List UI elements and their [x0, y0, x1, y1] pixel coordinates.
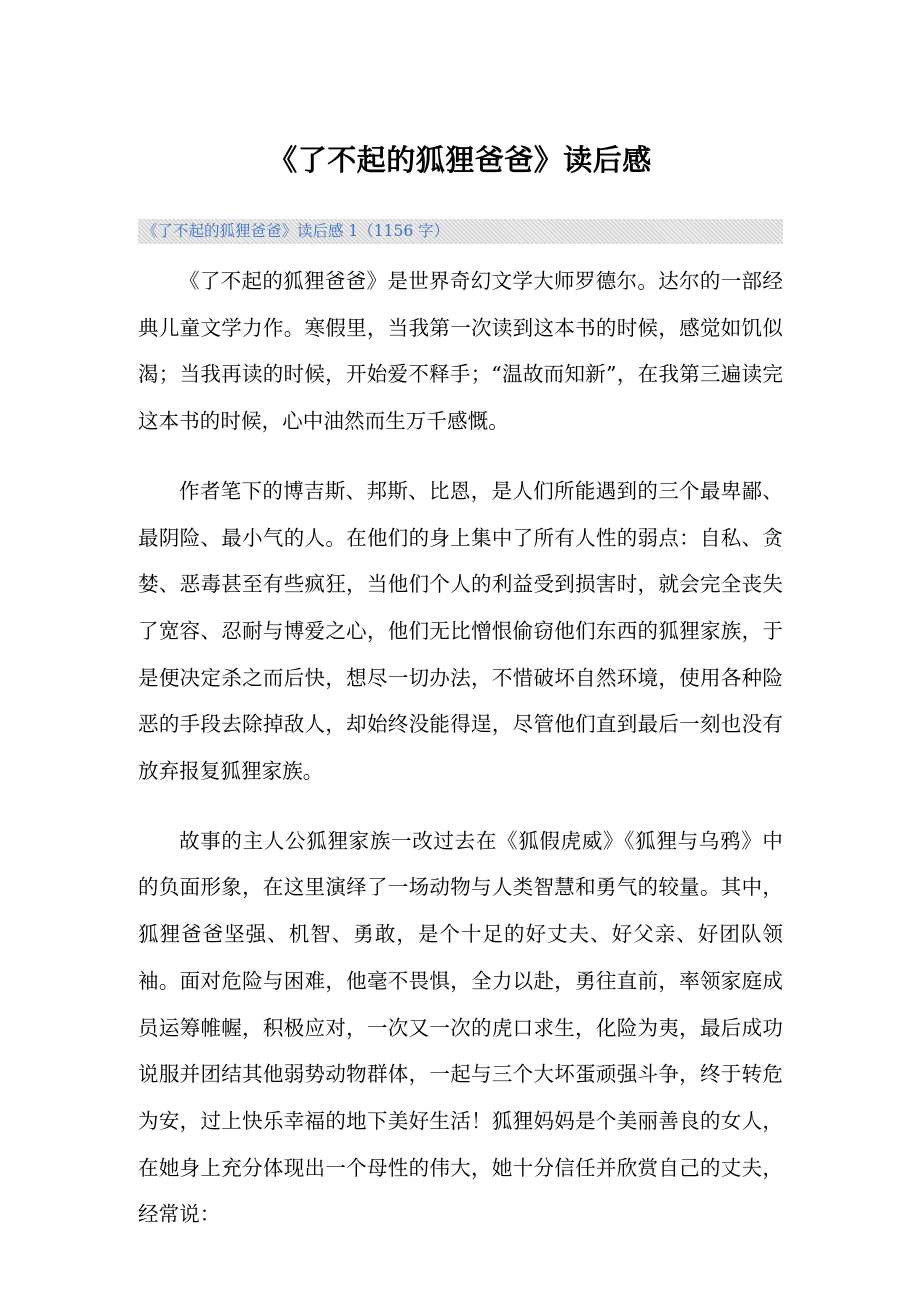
- paragraph-3: 故事的主人公狐狸家族一改过去在《狐假虎威》《狐狸与乌鸦》中的负面形象，在这里演绎了一场动物与人类智慧和勇气的较量。其中，狐狸爸爸坚强、机智、勇敢，是个十足的好丈夫、好父亲、好团队领袖。面对危险与困难，他毫不畏惧，全力以赴，勇往直前，率领家庭成员运筹帷幄，积极应对，一次又一次的虎口求生，化险为夷，最后成功说服并团结其他弱势动物群体，一起与三个大坏蛋顽强斗争，终于转危为安，过上快乐幸福的地下美好生活！狐狸妈妈是个美丽善良的女人，在她身上充分体现出一个母性的伟大，她十分信任并欣赏自己的丈夫，经常说：: [138, 828, 783, 1227]
- paragraph-1: 《了不起的狐狸爸爸》是世界奇幻文学大师罗德尔。达尔的一部经典儿童文学力作。寒假里，当我第一次读到这本书的时候，感觉如饥似渴；当我再读的时候，开始爱不释手；“温故而知新”，在我第三遍读完这本书的时候，心中油然而生万千感慨。: [138, 269, 783, 434]
- paragraph-2: 作者笔下的博吉斯、邦斯、比恩，是人们所能遇到的三个最卑鄙、最阴险、最小气的人。在他们的身上集中了所有人性的弱点：自私、贪婪、恶毒甚至有些疯狂，当他们个人的利益受到损害时，就会完全丧失了宽容、忍耐与博爱之心，他们无比憎恨偷窃他们东西的狐狸家族，于是便决定杀之而后快，想尽一切办法，不惜破坏自然环境，使用各种险恶的手段去除掉敌人，却始终没能得逞，尽管他们直到最后一刻也没有放弃报复狐狸家族。: [138, 478, 783, 784]
- document-body: [138, 258, 783, 1261]
- document-title: 《了不起的狐狸爸爸》读后感: [268, 143, 652, 177]
- section-heading: 《了不起的狐狸爸爸》读后感 1（1156 字）: [138, 219, 783, 244]
